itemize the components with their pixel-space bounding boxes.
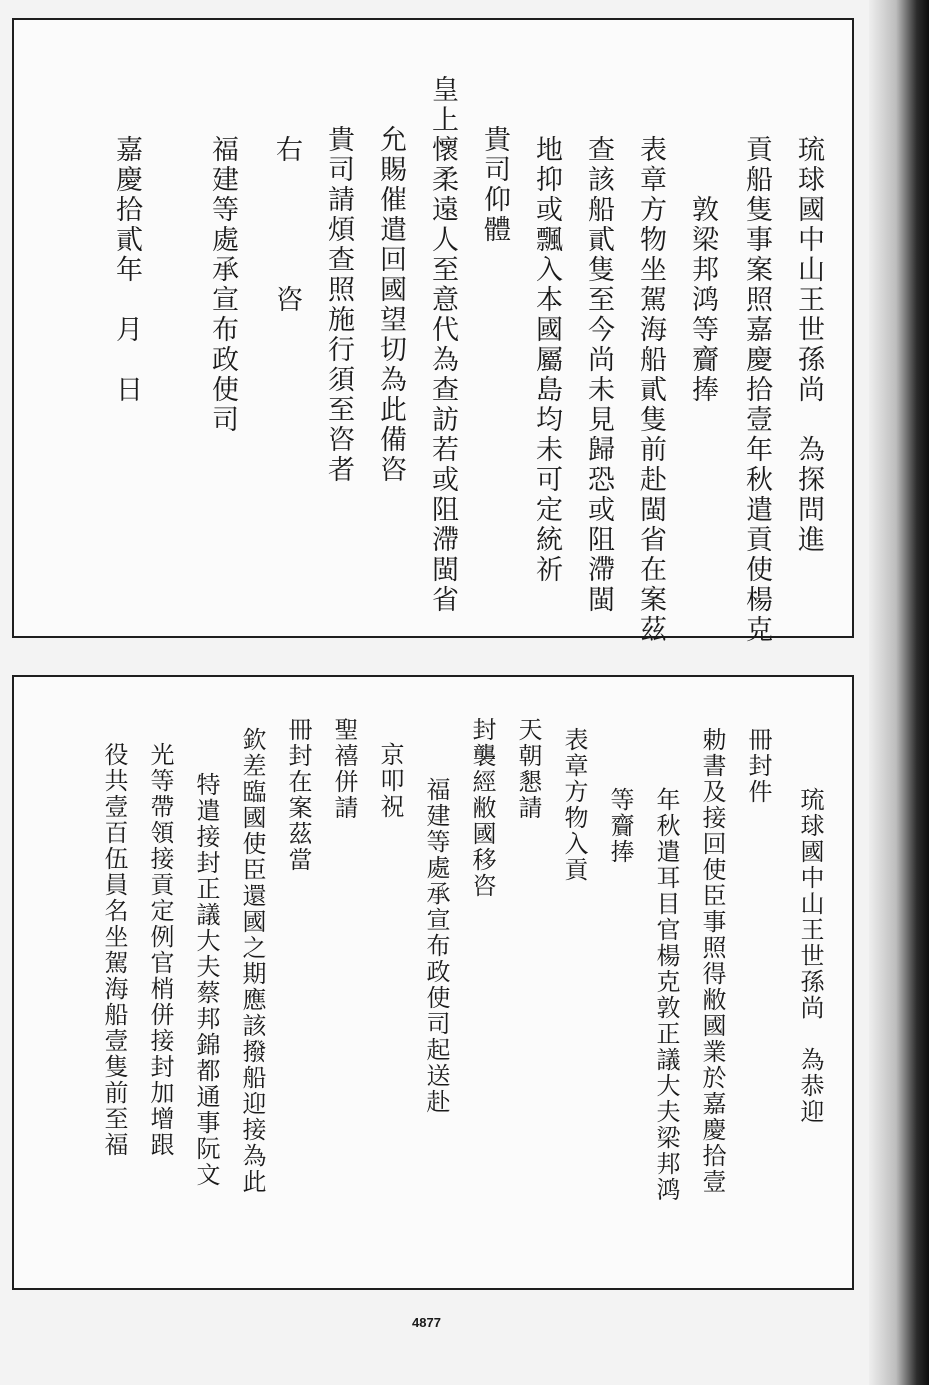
text-column: 福建等處承宣布政使司起送赴 bbox=[422, 777, 450, 1115]
text-column: 冊封件 bbox=[744, 727, 772, 805]
text-column: 特遣接封正議大夫蔡邦錦都通事阮文 bbox=[192, 772, 220, 1188]
text-column: 敦梁邦鸿等齎捧 bbox=[687, 195, 718, 405]
text-column: 役共壹百伍員名坐駕海船壹隻前至福 bbox=[100, 742, 128, 1158]
text-column: 表章方物入貢 bbox=[560, 727, 588, 883]
text-column: 冊封在案茲當 bbox=[284, 717, 312, 873]
text-column: 聖禧併請 bbox=[330, 717, 358, 821]
text-column: 光等帶領接貢定例官梢併接封加增跟 bbox=[146, 742, 174, 1158]
text-column: 地抑或飄入本國屬島均未可定統祈 bbox=[531, 135, 562, 585]
text-column: 貴司仰體 bbox=[479, 125, 510, 245]
text-column: 福建等處承宣布政使司 bbox=[207, 135, 238, 435]
text-column: 查該船貳隻至今尚未見歸恐或阻滯閩 bbox=[583, 135, 614, 615]
text-column: 京叩祝 bbox=[376, 742, 404, 820]
bottom-document-panel bbox=[12, 675, 854, 1290]
page-edge-shadow bbox=[869, 0, 929, 1385]
top-document-panel bbox=[12, 18, 854, 645]
text-column: 表章方物坐駕海船貳隻前赴閩省在案茲 bbox=[635, 135, 666, 645]
text-column: 皇上懷柔遠人至意代為查訪若或阻滯閩省 bbox=[427, 75, 458, 615]
text-column: 琉球國中山王世孫尚 為探問進 bbox=[793, 135, 824, 555]
date-column: 嘉慶拾貳年 月 日 bbox=[111, 135, 142, 405]
text-column: 等齎捧 bbox=[606, 787, 634, 865]
page-number: 4877 bbox=[412, 1315, 441, 1330]
text-column: 右 咨 bbox=[271, 135, 302, 315]
text-column: 琉球國中山王世孫尚 為恭迎 bbox=[796, 787, 824, 1125]
text-column: 天朝懇請 bbox=[514, 717, 542, 821]
text-column: 貴司請煩查照施行須至咨者 bbox=[323, 125, 354, 485]
text-column: 勅書及接回使臣事照得敝國業於嘉慶拾壹 bbox=[698, 727, 726, 1195]
text-column: 允賜催遣回國望切為此備咨 bbox=[375, 125, 406, 485]
text-column: 封襲經敝國移咨 bbox=[468, 717, 496, 899]
text-column: 年秋遣耳目官楊克敦正議大夫梁邦鸿 bbox=[652, 787, 680, 1203]
text-column: 欽差臨國使臣還國之期應該撥船迎接為此 bbox=[238, 727, 266, 1195]
text-column: 貢船隻事案照嘉慶拾壹年秋遣貢使楊克 bbox=[741, 135, 772, 645]
